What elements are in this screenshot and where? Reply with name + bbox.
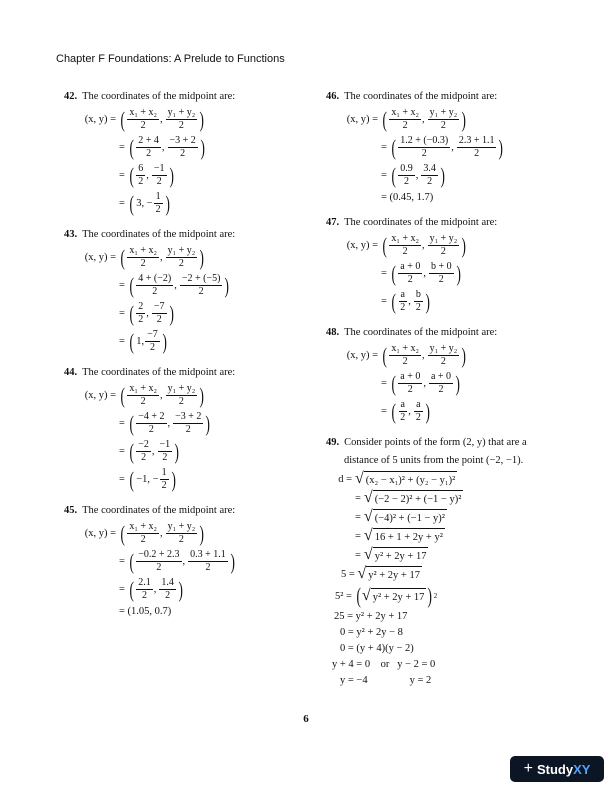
problem-text-continued: distance of 5 units from the point (−2, −1). [344,455,524,466]
math-line: = ( $\frac{a + 0}{2}$ , $\frac{b + 0}{2}$ ) [381,260,461,286]
math-line: = (0.45, 1.7) [381,192,434,203]
math-line: 0 = y² + 2y − 8 [340,627,403,638]
math-line: (x, y) = ( $\frac{\text{x₁ + x₂}}{2}$ , $\frac{\text{y₁ + y₂}}{2}$ ) [346,106,467,132]
math-line: = ( $\frac{-4 + 2}{2}$ , $\frac{-3 + 2}{2}$ ) [119,410,211,436]
problem-number: 49. [326,437,340,448]
math-line: (x, y) = ( $\frac{\text{x₁ + x₂}}{2}$ , $\frac{\text{y₁ + y₂}}{2}$ ) [84,244,205,270]
problem-text: The coordinates of the midpoint are: [82,91,236,102]
math-line: y = −4 y = 2 [340,675,432,686]
math-line: (x, y) = ( $\frac{\text{x₁ + x₂}}{2}$ , $\frac{\text{y₁ + y₂}}{2}$ ) [84,520,205,546]
problem-number: 45. [64,505,78,516]
math-line: = ( $\frac{4 + (-2)}{2}$ , $\frac{-2 + (-5)}{2}$ ) [119,272,230,298]
problem-44 [64,366,320,492]
math-line: = ( 1, $\frac{-7}{2}$ ) [119,328,167,354]
math-line: (x, y) = ( $\frac{\text{x₁ + x₂}}{2}$ , $\frac{\text{y₁ + y₂}}{2}$ ) [346,342,467,368]
math-line: = ( $\frac{6}{2}$ , $\frac{-1}{2}$ ) [119,162,174,188]
math-line: = (1.05, 0.7) [119,606,172,617]
problem-42 [64,90,320,216]
problem-number: 46. [326,91,340,102]
logo-word: Study [536,761,574,777]
problem-number: 48. [326,327,340,338]
problem-number: 43. [64,229,78,240]
math-line: = ( $\frac{0.9}{2}$ , $\frac{3.4}{2}$ ) [381,162,445,188]
problem-number: 44. [64,367,78,378]
math-line: 5² = ( √ y² + 2y + 17 ) 2 [335,583,438,608]
math-line: d = √ (x₂ − x₁)² + (y₂ − y₁)² [338,470,456,487]
studyxy-logo[interactable] [510,756,604,782]
math-line: = √ (−2 − 2)² + (−1 − y)² [355,489,462,506]
logo-accent: XY [573,761,591,777]
math-line: y + 4 = 0 or y − 2 = 0 [332,659,436,670]
problem-46 [326,90,582,204]
chapter-header: Chapter F Foundations: A Prelude to Functions [56,53,285,65]
math-line: = ( $\frac{a}{2}$ , $\frac{a}{2}$ ) [381,398,430,424]
math-line: = ( −1, − $\frac{1}{2}$ ) [119,466,176,492]
math-line: = ( $\frac{-2}{2}$ , $\frac{-1}{2}$ ) [119,438,180,464]
plus-icon: + [523,760,533,777]
math-line: = √ y² + 2y + 17 [355,546,427,563]
math-line: (x, y) = ( $\frac{\text{x₁ + x₂}}{2}$ , $\frac{\text{y₁ + y₂}}{2}$ ) [84,106,205,132]
problem-47 [326,216,582,314]
math-line: = ( $\frac{2.1}{2}$ , $\frac{1.4}{2}$ ) [119,576,183,602]
math-line: = ( $\frac{-0.2 + 2.3}{2}$ , $\frac{0.3 + 1.1}{2}$ ) [119,548,235,574]
math-line: = ( $\frac{2}{2}$ , $\frac{-7}{2}$ ) [119,300,174,326]
math-line: (x, y) = ( $\frac{\text{x₁ + x₂}}{2}$ , $\frac{\text{y₁ + y₂}}{2}$ ) [346,232,467,258]
problem-43 [64,228,320,354]
math-line: = ( $\frac{a + 0}{2}$ , $\frac{a + 0}{2}$ ) [381,370,460,396]
problem-text: The coordinates of the midpoint are: [344,327,498,338]
problem-number: 42. [64,91,78,102]
left-column [64,90,320,630]
problem-48 [326,326,582,424]
right-column [326,90,582,699]
problem-text: Consider points of the form (2, y) that are a [344,437,527,448]
problem-number: 47. [326,217,340,228]
math-line: 5 = √ y² + 2y + 17 [341,565,420,582]
math-line: 0 = (y + 4)(y − 2) [340,643,414,654]
math-line: = ( 3, − $\frac{1}{2}$ ) [119,190,170,216]
problem-text: The coordinates of the midpoint are: [82,229,236,240]
math-line: 25 = y² + 2y + 17 [334,611,408,622]
problem-text: The coordinates of the midpoint are: [344,91,498,102]
math-line: = ( $\frac{a}{2}$ , $\frac{b}{2}$ ) [381,288,430,314]
page-number: 6 [303,713,309,725]
problem-text: The coordinates of the midpoint are: [344,217,498,228]
math-line: = ( $\frac{1.2 + (-0.3)}{2}$ , $\frac{2.3 + 1.1}{2}$ ) [381,134,504,160]
problem-text: The coordinates of the midpoint are: [82,505,236,516]
math-line: = ( $\frac{2 + 4}{2}$ , $\frac{-3 + 2}{2}$ ) [119,134,205,160]
problem-text: The coordinates of the midpoint are: [82,367,236,378]
math-line: (x, y) = ( $\frac{\text{x₁ + x₂}}{2}$ , $\frac{\text{y₁ + y₂}}{2}$ ) [84,382,205,408]
problem-45 [64,504,320,618]
problem-49 [326,436,582,687]
math-line: = √ (−4)² + (−1 − y)² [355,508,445,525]
math-line: = √ 16 + 1 + 2y + y² [355,527,443,544]
